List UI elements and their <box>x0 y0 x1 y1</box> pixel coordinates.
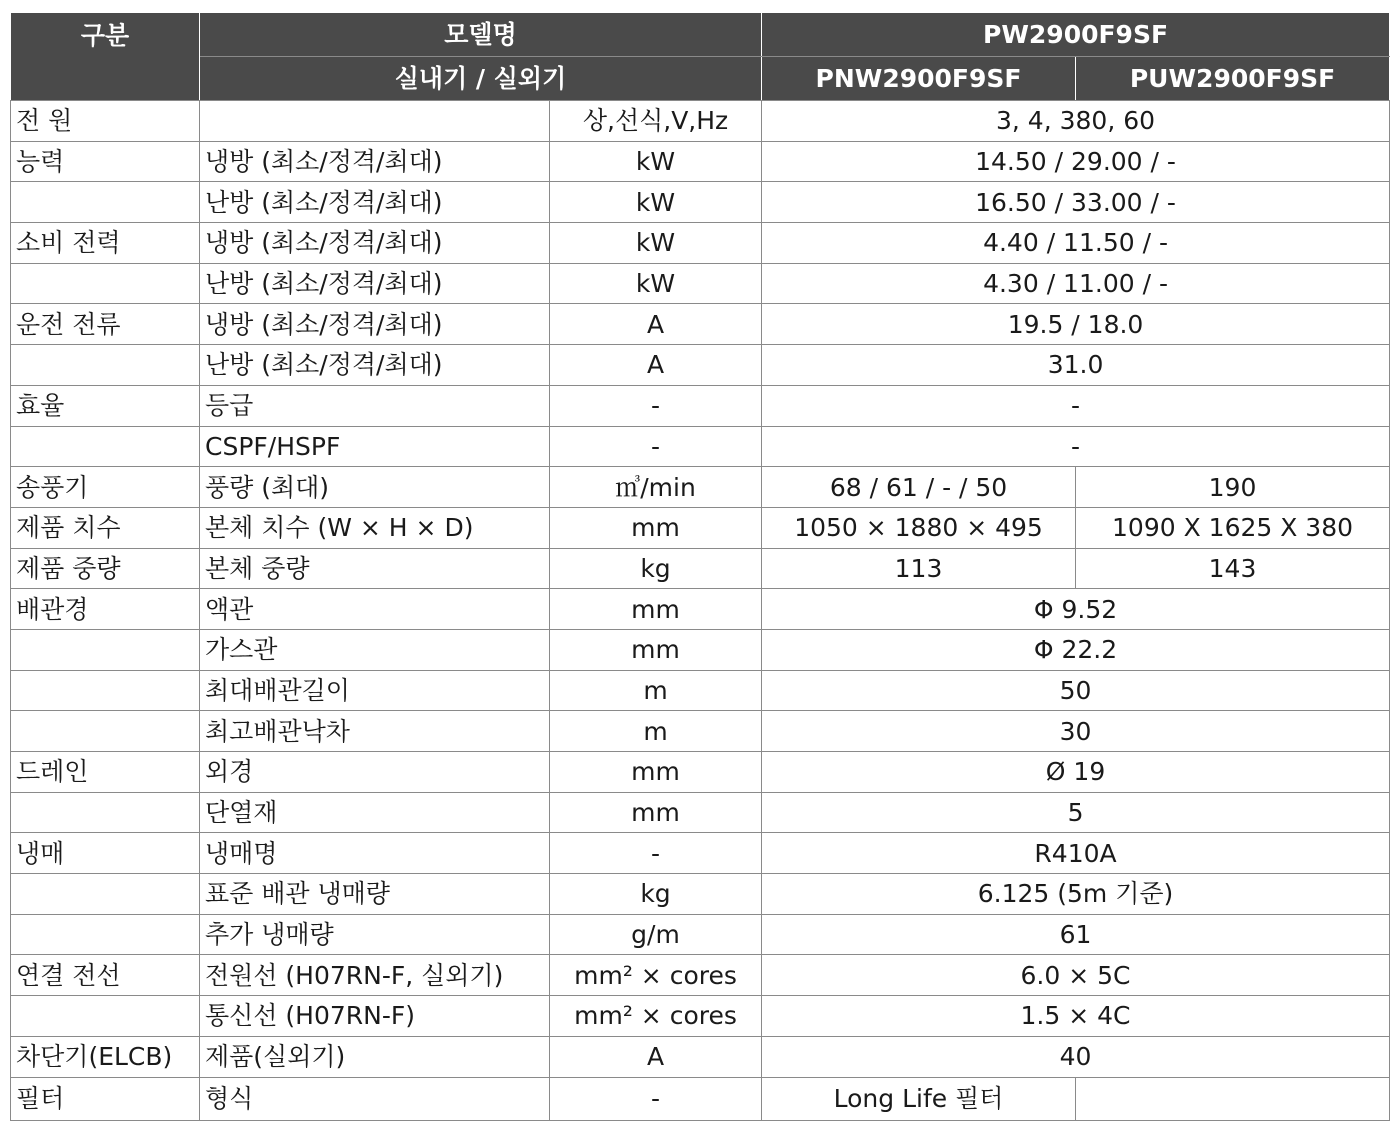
table-row <box>11 304 1390 345</box>
row-outdoor-value <box>1076 1077 1390 1120</box>
table-row <box>11 792 1390 833</box>
table-row <box>11 914 1390 955</box>
header-model-name: 모델명 <box>200 13 762 57</box>
row-category <box>11 996 200 1037</box>
row-value: 5 <box>762 792 1390 833</box>
row-value: 50 <box>762 670 1390 711</box>
header-outdoor-model: PUW2900F9SF <box>1076 57 1390 101</box>
row-value: 4.40 / 11.50 / - <box>762 223 1390 264</box>
row-item: 추가 냉매량 <box>200 914 550 955</box>
row-item: 냉방 (최소/정격/최대) <box>200 304 550 345</box>
row-outdoor-value: 1090 X 1625 X 380 <box>1076 507 1390 548</box>
row-unit: - <box>550 1077 762 1120</box>
row-unit: mm <box>550 629 762 670</box>
row-category: 드레인 <box>11 752 200 793</box>
row-category <box>11 263 200 304</box>
row-unit: - <box>550 426 762 467</box>
row-unit: m <box>550 670 762 711</box>
row-category: 제품 치수 <box>11 507 200 548</box>
row-unit: mm² × cores <box>550 996 762 1037</box>
row-value: 1.5 × 4C <box>762 996 1390 1037</box>
row-unit: 상,선식,V,Hz <box>550 101 762 142</box>
table-row <box>11 548 1390 589</box>
row-unit: kg <box>550 874 762 915</box>
row-category: 냉매 <box>11 833 200 874</box>
table-row <box>11 955 1390 996</box>
row-value: R410A <box>762 833 1390 874</box>
table-row <box>11 874 1390 915</box>
table-row <box>11 141 1390 182</box>
table-row <box>11 467 1390 508</box>
row-value: 6.0 × 5C <box>762 955 1390 996</box>
row-unit: mm² × cores <box>550 955 762 996</box>
table-row <box>11 752 1390 793</box>
row-category: 배관경 <box>11 589 200 630</box>
row-unit: mm <box>550 507 762 548</box>
row-item: 단열재 <box>200 792 550 833</box>
row-unit: kW <box>550 263 762 304</box>
table-row <box>11 101 1390 142</box>
row-value: 4.30 / 11.00 / - <box>762 263 1390 304</box>
row-item: 난방 (최소/정격/최대) <box>200 345 550 386</box>
row-category <box>11 629 200 670</box>
row-value: 19.5 / 18.0 <box>762 304 1390 345</box>
row-indoor-value: Long Life 필터 <box>762 1077 1076 1120</box>
table-row <box>11 996 1390 1037</box>
row-category: 필터 <box>11 1077 200 1120</box>
table-row <box>11 1077 1390 1120</box>
row-category <box>11 670 200 711</box>
row-value: 61 <box>762 914 1390 955</box>
table-row <box>11 426 1390 467</box>
row-item: 외경 <box>200 752 550 793</box>
row-item: 본체 치수 (W × H × D) <box>200 507 550 548</box>
row-unit: ㎥/min <box>550 467 762 508</box>
row-item: 냉매명 <box>200 833 550 874</box>
table-row <box>11 670 1390 711</box>
row-category: 전 원 <box>11 101 200 142</box>
row-category <box>11 711 200 752</box>
row-unit: mm <box>550 589 762 630</box>
row-item: 제품(실외기) <box>200 1036 550 1077</box>
row-item: 최고배관낙차 <box>200 711 550 752</box>
table-row <box>11 182 1390 223</box>
row-category <box>11 345 200 386</box>
row-unit: mm <box>550 792 762 833</box>
row-category <box>11 914 200 955</box>
row-item: 등급 <box>200 385 550 426</box>
row-unit: kW <box>550 182 762 223</box>
row-value: 6.125 (5m 기준) <box>762 874 1390 915</box>
row-category: 연결 전선 <box>11 955 200 996</box>
table-row <box>11 223 1390 264</box>
table-row <box>11 1036 1390 1077</box>
header-category: 구분 <box>11 13 200 101</box>
row-outdoor-value: 143 <box>1076 548 1390 589</box>
row-category <box>11 182 200 223</box>
table-row <box>11 589 1390 630</box>
row-indoor-value: 68 / 61 / - / 50 <box>762 467 1076 508</box>
row-value: 3, 4, 380, 60 <box>762 101 1390 142</box>
row-category: 차단기(ELCB) <box>11 1036 200 1077</box>
row-unit: A <box>550 345 762 386</box>
row-category: 제품 중량 <box>11 548 200 589</box>
table-row <box>11 629 1390 670</box>
spec-table <box>10 12 1390 1121</box>
row-item: 최대배관길이 <box>200 670 550 711</box>
table-row <box>11 507 1390 548</box>
row-value: Φ 22.2 <box>762 629 1390 670</box>
header-model: PW2900F9SF <box>762 13 1390 57</box>
row-value: 14.50 / 29.00 / - <box>762 141 1390 182</box>
row-item: 난방 (최소/정격/최대) <box>200 263 550 304</box>
header-indoor-model: PNW2900F9SF <box>762 57 1076 101</box>
row-value: - <box>762 385 1390 426</box>
row-indoor-value: 1050 × 1880 × 495 <box>762 507 1076 548</box>
row-unit: m <box>550 711 762 752</box>
table-row <box>11 345 1390 386</box>
row-category: 효율 <box>11 385 200 426</box>
row-unit: A <box>550 1036 762 1077</box>
row-value: 40 <box>762 1036 1390 1077</box>
row-unit: - <box>550 833 762 874</box>
row-category <box>11 792 200 833</box>
row-value: 30 <box>762 711 1390 752</box>
row-category: 소비 전력 <box>11 223 200 264</box>
row-unit: kg <box>550 548 762 589</box>
row-item: 냉방 (최소/정격/최대) <box>200 223 550 264</box>
row-value: Ø 19 <box>762 752 1390 793</box>
row-category <box>11 426 200 467</box>
row-item: 전원선 (H07RN-F, 실외기) <box>200 955 550 996</box>
row-item <box>200 101 550 142</box>
row-outdoor-value: 190 <box>1076 467 1390 508</box>
table-row <box>11 385 1390 426</box>
row-item: 가스관 <box>200 629 550 670</box>
row-indoor-value: 113 <box>762 548 1076 589</box>
table-row <box>11 711 1390 752</box>
header-indoor-outdoor: 실내기 / 실외기 <box>200 57 762 101</box>
row-value: 31.0 <box>762 345 1390 386</box>
row-item: 형식 <box>200 1077 550 1120</box>
row-unit: A <box>550 304 762 345</box>
row-unit: kW <box>550 223 762 264</box>
row-value: 16.50 / 33.00 / - <box>762 182 1390 223</box>
row-item: 난방 (최소/정격/최대) <box>200 182 550 223</box>
row-item: 본체 중량 <box>200 548 550 589</box>
row-category: 운전 전류 <box>11 304 200 345</box>
row-category: 능력 <box>11 141 200 182</box>
row-value: Φ 9.52 <box>762 589 1390 630</box>
row-item: 표준 배관 냉매량 <box>200 874 550 915</box>
row-category <box>11 874 200 915</box>
row-unit: g/m <box>550 914 762 955</box>
row-item: 냉방 (최소/정격/최대) <box>200 141 550 182</box>
row-unit: mm <box>550 752 762 793</box>
row-unit: - <box>550 385 762 426</box>
table-row <box>11 263 1390 304</box>
row-item: CSPF/HSPF <box>200 426 550 467</box>
table-row <box>11 833 1390 874</box>
row-value: - <box>762 426 1390 467</box>
row-item: 통신선 (H07RN-F) <box>200 996 550 1037</box>
row-item: 풍량 (최대) <box>200 467 550 508</box>
row-unit: kW <box>550 141 762 182</box>
row-item: 액관 <box>200 589 550 630</box>
row-category: 송풍기 <box>11 467 200 508</box>
